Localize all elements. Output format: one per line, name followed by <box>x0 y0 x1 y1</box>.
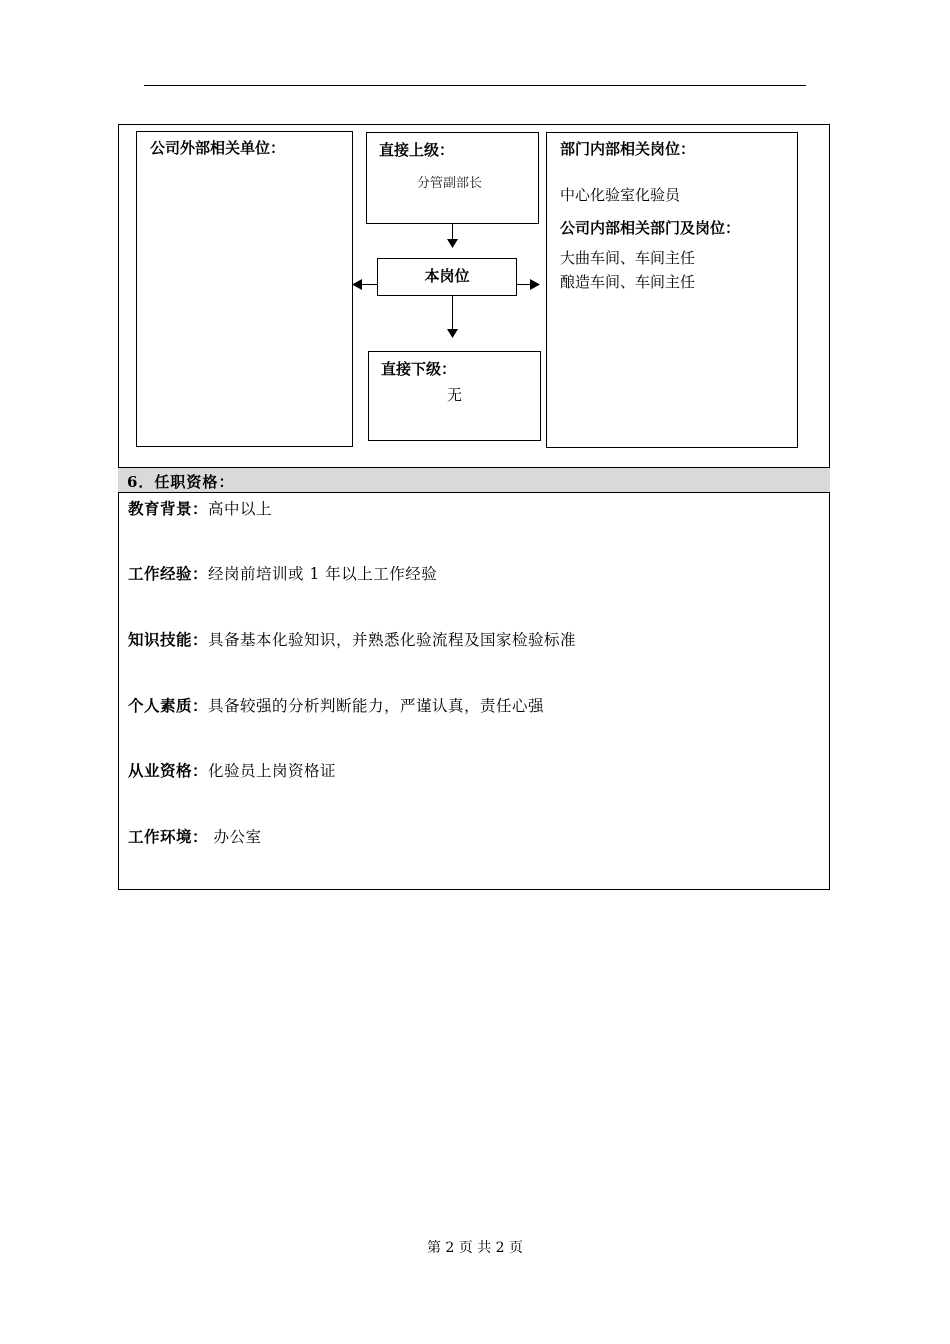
qualification-label: 工作经验： <box>128 565 209 583</box>
qualification-value: 高中以上 <box>208 500 273 518</box>
external-units-title: 公司外部相关单位： <box>150 139 286 157</box>
qualification-row <box>128 497 272 519</box>
current-position-label: 本岗位 <box>424 267 470 285</box>
arrow-down-line-2 <box>452 296 453 331</box>
header-rule <box>144 85 806 86</box>
qualification-row <box>128 628 576 650</box>
company-position-item: 大曲车间、车间主任 <box>560 249 696 267</box>
arrow-right-head <box>530 279 540 290</box>
arrow-down-head <box>447 239 458 249</box>
qualification-value: 经岗前培训或 1 年以上工作经验 <box>208 565 438 583</box>
arrow-left-line <box>360 284 377 285</box>
qualification-value: 具备较强的分析判断能力，严谨认真，责任心强 <box>208 697 545 715</box>
direct-superior-value: 分管副部长 <box>417 176 483 191</box>
section-title: 6．任职资格： <box>127 473 235 491</box>
qualification-row <box>128 825 261 847</box>
company-positions-title: 公司内部相关部门及岗位： <box>560 219 741 237</box>
direct-subordinate-value: 无 <box>447 386 463 404</box>
direct-superior-title: 直接上级： <box>379 141 455 159</box>
current-position-box <box>377 258 517 296</box>
internal-positions-value: 中心化验室化验员 <box>560 186 681 204</box>
internal-positions-box <box>546 132 798 448</box>
direct-subordinate-title: 直接下级： <box>381 360 457 378</box>
qualification-row <box>128 562 437 584</box>
company-position-item: 酿造车间、车间主任 <box>560 273 696 291</box>
qualification-label: 教育背景： <box>128 500 209 518</box>
qualification-value: 化验员上岗资格证 <box>208 762 337 780</box>
section-header <box>118 467 830 493</box>
qualification-row <box>128 694 544 716</box>
external-units-box <box>136 131 353 447</box>
qualification-value: 办公室 <box>208 828 262 846</box>
page-footer: 第 2 页 共 2 页 <box>426 1240 524 1256</box>
qualification-label: 个人素质： <box>128 697 209 715</box>
arrow-left-head <box>352 279 362 290</box>
direct-subordinate-box <box>368 351 541 441</box>
arrow-down-head-2 <box>447 329 458 339</box>
direct-superior-box <box>366 132 539 224</box>
qualification-row <box>128 759 336 781</box>
qualification-label: 知识技能： <box>128 631 209 649</box>
qualification-value: 具备基本化验知识，并熟悉化验流程及国家检验标准 <box>208 631 577 649</box>
qualification-label: 从业资格： <box>128 762 209 780</box>
qualification-label: 工作环境： <box>128 828 209 846</box>
internal-positions-title: 部门内部相关岗位： <box>560 140 696 158</box>
